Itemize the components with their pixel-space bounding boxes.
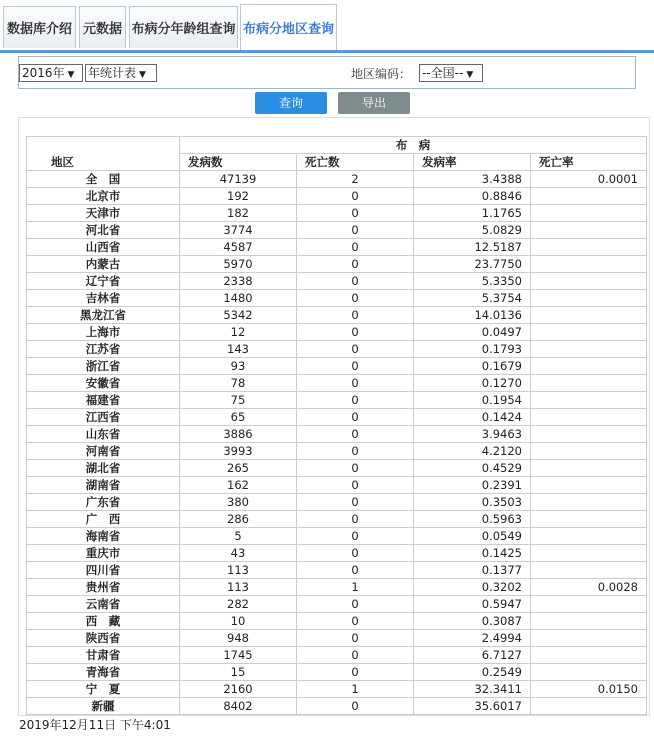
- table-row: [27, 205, 647, 222]
- incidence-cell: 0.1424: [414, 409, 531, 426]
- region-cell: 全 国: [27, 171, 180, 188]
- mortality-cell: [531, 188, 647, 205]
- filter-panel: [18, 56, 636, 89]
- region-cell: 四川省: [27, 562, 180, 579]
- tab-database-intro[interactable]: 数据库介绍: [3, 6, 76, 48]
- mortality-cell: [531, 273, 647, 290]
- cases-cell: 380: [180, 494, 297, 511]
- table-row: [27, 341, 647, 358]
- tab-age-group-query[interactable]: 布病分年龄组查询: [129, 6, 238, 48]
- mortality-cell: [531, 409, 647, 426]
- region-cell: 云南省: [27, 596, 180, 613]
- table-row: [27, 613, 647, 630]
- cases-cell: 282: [180, 596, 297, 613]
- region-cell: 福建省: [27, 392, 180, 409]
- deaths-cell: 0: [297, 528, 414, 545]
- column-header-mortality: 死亡率: [531, 154, 647, 171]
- incidence-cell: 0.0497: [414, 324, 531, 341]
- region-cell: 海南省: [27, 528, 180, 545]
- column-header-deaths: 死亡数: [297, 154, 414, 171]
- deaths-cell: 0: [297, 324, 414, 341]
- disease-group-header: 布 病: [180, 137, 647, 154]
- deaths-cell: 0: [297, 562, 414, 579]
- column-header-incidence: 发病率: [414, 154, 531, 171]
- mortality-cell: [531, 630, 647, 647]
- table-row: [27, 188, 647, 205]
- mortality-cell: [531, 596, 647, 613]
- table-row: [27, 375, 647, 392]
- region-cell: 黑龙江省: [27, 307, 180, 324]
- region-cell: 江西省: [27, 409, 180, 426]
- deaths-cell: 0: [297, 494, 414, 511]
- incidence-cell: 0.1377: [414, 562, 531, 579]
- mortality-cell: [531, 324, 647, 341]
- mortality-cell: [531, 664, 647, 681]
- deaths-cell: 0: [297, 290, 414, 307]
- table-row: [27, 460, 647, 477]
- mortality-cell: [531, 290, 647, 307]
- table-group-header-row: [27, 137, 647, 154]
- region-cell: 湖南省: [27, 477, 180, 494]
- deaths-cell: 1: [297, 681, 414, 698]
- table-row: [27, 477, 647, 494]
- deaths-cell: 0: [297, 664, 414, 681]
- table-row: [27, 239, 647, 256]
- deaths-cell: 0: [297, 307, 414, 324]
- deaths-cell: 0: [297, 511, 414, 528]
- cases-cell: 78: [180, 375, 297, 392]
- mortality-cell: [531, 375, 647, 392]
- mortality-cell: [531, 511, 647, 528]
- region-cell: 江苏省: [27, 341, 180, 358]
- incidence-cell: 32.3411: [414, 681, 531, 698]
- mortality-cell: [531, 341, 647, 358]
- deaths-cell: 1: [297, 579, 414, 596]
- cases-cell: 1745: [180, 647, 297, 664]
- incidence-cell: 3.4388: [414, 171, 531, 188]
- cases-cell: 2160: [180, 681, 297, 698]
- incidence-cell: 5.0829: [414, 222, 531, 239]
- year-select[interactable]: [19, 64, 83, 82]
- deaths-cell: 0: [297, 273, 414, 290]
- table-row: [27, 511, 647, 528]
- cases-cell: 5342: [180, 307, 297, 324]
- cases-cell: 3886: [180, 426, 297, 443]
- deaths-cell: 0: [297, 460, 414, 477]
- deaths-cell: 0: [297, 341, 414, 358]
- incidence-cell: 12.5187: [414, 239, 531, 256]
- region-cell: 河南省: [27, 443, 180, 460]
- mortality-cell: [531, 205, 647, 222]
- column-header-cases: 发病数: [180, 154, 297, 171]
- mortality-cell: [531, 443, 647, 460]
- incidence-cell: 5.3350: [414, 273, 531, 290]
- region-cell: 湖北省: [27, 460, 180, 477]
- cases-cell: 15: [180, 664, 297, 681]
- cases-cell: 5: [180, 528, 297, 545]
- deaths-cell: 0: [297, 205, 414, 222]
- mortality-cell: 0.0028: [531, 579, 647, 596]
- region-cell: 新疆: [27, 698, 180, 715]
- region-cell: 贵州省: [27, 579, 180, 596]
- tab-region-query[interactable]: 布病分地区查询: [240, 4, 337, 50]
- table-row: [27, 545, 647, 562]
- region-cell: 陕西省: [27, 630, 180, 647]
- incidence-cell: 0.0549: [414, 528, 531, 545]
- incidence-cell: 0.2549: [414, 664, 531, 681]
- table-row: [27, 307, 647, 324]
- table-row: [27, 528, 647, 545]
- deaths-cell: 0: [297, 545, 414, 562]
- cases-cell: 47139: [180, 171, 297, 188]
- table-row: [27, 324, 647, 341]
- region-cell: 广东省: [27, 494, 180, 511]
- mortality-cell: [531, 647, 647, 664]
- incidence-cell: 23.7750: [414, 256, 531, 273]
- deaths-cell: 0: [297, 222, 414, 239]
- mortality-cell: [531, 545, 647, 562]
- incidence-cell: 0.1425: [414, 545, 531, 562]
- cases-cell: 65: [180, 409, 297, 426]
- deaths-cell: 0: [297, 443, 414, 460]
- region-cell: 浙江省: [27, 358, 180, 375]
- results-table: [26, 136, 647, 715]
- year-select-value: 2016年: [22, 66, 65, 80]
- region-column-header: 地区: [27, 137, 180, 171]
- deaths-cell: 0: [297, 647, 414, 664]
- region-cell: 青海省: [27, 664, 180, 681]
- table-row: [27, 596, 647, 613]
- region-code-label: 地区编码：: [351, 67, 412, 81]
- incidence-cell: 4.2120: [414, 443, 531, 460]
- cases-cell: 4587: [180, 239, 297, 256]
- cases-cell: 12: [180, 324, 297, 341]
- cases-cell: 93: [180, 358, 297, 375]
- table-row: [27, 273, 647, 290]
- results-panel: [18, 117, 650, 716]
- mortality-cell: [531, 358, 647, 375]
- table-row: [27, 579, 647, 596]
- incidence-cell: 0.8846: [414, 188, 531, 205]
- dropdown-arrow-icon: ▼: [139, 70, 146, 80]
- dropdown-arrow-icon: ▼: [67, 70, 75, 80]
- incidence-cell: 0.5947: [414, 596, 531, 613]
- mortality-cell: [531, 477, 647, 494]
- mortality-cell: 0.0150: [531, 681, 647, 698]
- mortality-cell: [531, 460, 647, 477]
- cases-cell: 3993: [180, 443, 297, 460]
- incidence-cell: 0.2391: [414, 477, 531, 494]
- deaths-cell: 0: [297, 698, 414, 715]
- incidence-cell: 1.1765: [414, 205, 531, 222]
- cases-cell: 948: [180, 630, 297, 647]
- region-cell: 重庆市: [27, 545, 180, 562]
- table-row: [27, 409, 647, 426]
- table-row: [27, 426, 647, 443]
- incidence-cell: 0.4529: [414, 460, 531, 477]
- region-cell: 山东省: [27, 426, 180, 443]
- incidence-cell: 0.1954: [414, 392, 531, 409]
- table-row: [27, 443, 647, 460]
- results-table-body: [27, 137, 647, 715]
- mortality-cell: [531, 426, 647, 443]
- cases-cell: 43: [180, 545, 297, 562]
- table-row: [27, 256, 647, 273]
- table-row: [27, 664, 647, 681]
- timestamp: 2019年12月11日 下午4:01: [19, 718, 171, 732]
- stat-type-select-value: 年统计表: [88, 66, 137, 80]
- cases-cell: 162: [180, 477, 297, 494]
- cases-cell: 1480: [180, 290, 297, 307]
- mortality-cell: [531, 494, 647, 511]
- mortality-cell: [531, 392, 647, 409]
- incidence-cell: 0.1679: [414, 358, 531, 375]
- mortality-cell: [531, 562, 647, 579]
- deaths-cell: 0: [297, 426, 414, 443]
- tab-underline: [0, 50, 654, 53]
- region-cell: 内蒙古: [27, 256, 180, 273]
- region-code-select[interactable]: [419, 64, 483, 82]
- mortality-cell: [531, 613, 647, 630]
- cases-cell: 113: [180, 562, 297, 579]
- region-cell: 甘肃省: [27, 647, 180, 664]
- deaths-cell: 2: [297, 171, 414, 188]
- table-row: [27, 494, 647, 511]
- table-row: [27, 562, 647, 579]
- region-cell: 安徽省: [27, 375, 180, 392]
- deaths-cell: 0: [297, 477, 414, 494]
- cases-cell: 182: [180, 205, 297, 222]
- incidence-cell: 35.6017: [414, 698, 531, 715]
- mortality-cell: [531, 307, 647, 324]
- table-row: [27, 358, 647, 375]
- cases-cell: 75: [180, 392, 297, 409]
- region-cell: 广 西: [27, 511, 180, 528]
- mortality-cell: 0.0001: [531, 171, 647, 188]
- incidence-cell: 14.0136: [414, 307, 531, 324]
- table-row: [27, 290, 647, 307]
- query-button[interactable]: 查询: [255, 92, 327, 114]
- deaths-cell: 0: [297, 596, 414, 613]
- table-row: [27, 698, 647, 715]
- incidence-cell: 0.1793: [414, 341, 531, 358]
- mortality-cell: [531, 528, 647, 545]
- deaths-cell: 0: [297, 375, 414, 392]
- deaths-cell: 0: [297, 358, 414, 375]
- cases-cell: 10: [180, 613, 297, 630]
- region-cell: 宁 夏: [27, 681, 180, 698]
- cases-cell: 8402: [180, 698, 297, 715]
- cases-cell: 113: [180, 579, 297, 596]
- incidence-cell: 2.4994: [414, 630, 531, 647]
- region-cell: 山西省: [27, 239, 180, 256]
- deaths-cell: 0: [297, 256, 414, 273]
- deaths-cell: 0: [297, 409, 414, 426]
- mortality-cell: [531, 222, 647, 239]
- cases-cell: 143: [180, 341, 297, 358]
- deaths-cell: 0: [297, 239, 414, 256]
- dropdown-arrow-icon: ▼: [466, 70, 474, 80]
- table-row: [27, 681, 647, 698]
- deaths-cell: 0: [297, 392, 414, 409]
- region-cell: 河北省: [27, 222, 180, 239]
- cases-cell: 2338: [180, 273, 297, 290]
- incidence-cell: 0.5963: [414, 511, 531, 528]
- table-row: [27, 647, 647, 664]
- incidence-cell: 0.3202: [414, 579, 531, 596]
- region-cell: 西 藏: [27, 613, 180, 630]
- region-cell: 上海市: [27, 324, 180, 341]
- mortality-cell: [531, 698, 647, 715]
- tab-bar: [0, 0, 654, 52]
- table-row: [27, 392, 647, 409]
- cases-cell: 3774: [180, 222, 297, 239]
- table-row: [27, 630, 647, 647]
- region-code-select-value: --全国--: [422, 66, 464, 80]
- incidence-cell: 5.3754: [414, 290, 531, 307]
- deaths-cell: 0: [297, 630, 414, 647]
- incidence-cell: 0.3503: [414, 494, 531, 511]
- incidence-cell: 3.9463: [414, 426, 531, 443]
- cases-cell: 286: [180, 511, 297, 528]
- export-button[interactable]: 导出: [338, 92, 410, 114]
- mortality-cell: [531, 256, 647, 273]
- incidence-cell: 6.7127: [414, 647, 531, 664]
- table-row: [27, 171, 647, 188]
- region-cell: 吉林省: [27, 290, 180, 307]
- region-cell: 辽宁省: [27, 273, 180, 290]
- stat-type-select[interactable]: [85, 64, 157, 82]
- region-cell: 天津市: [27, 205, 180, 222]
- deaths-cell: 0: [297, 613, 414, 630]
- cases-cell: 5970: [180, 256, 297, 273]
- deaths-cell: 0: [297, 188, 414, 205]
- cases-cell: 192: [180, 188, 297, 205]
- tab-metadata[interactable]: 元数据: [79, 6, 126, 48]
- mortality-cell: [531, 239, 647, 256]
- region-cell: 北京市: [27, 188, 180, 205]
- cases-cell: 265: [180, 460, 297, 477]
- incidence-cell: 0.1270: [414, 375, 531, 392]
- incidence-cell: 0.3087: [414, 613, 531, 630]
- table-row: [27, 222, 647, 239]
